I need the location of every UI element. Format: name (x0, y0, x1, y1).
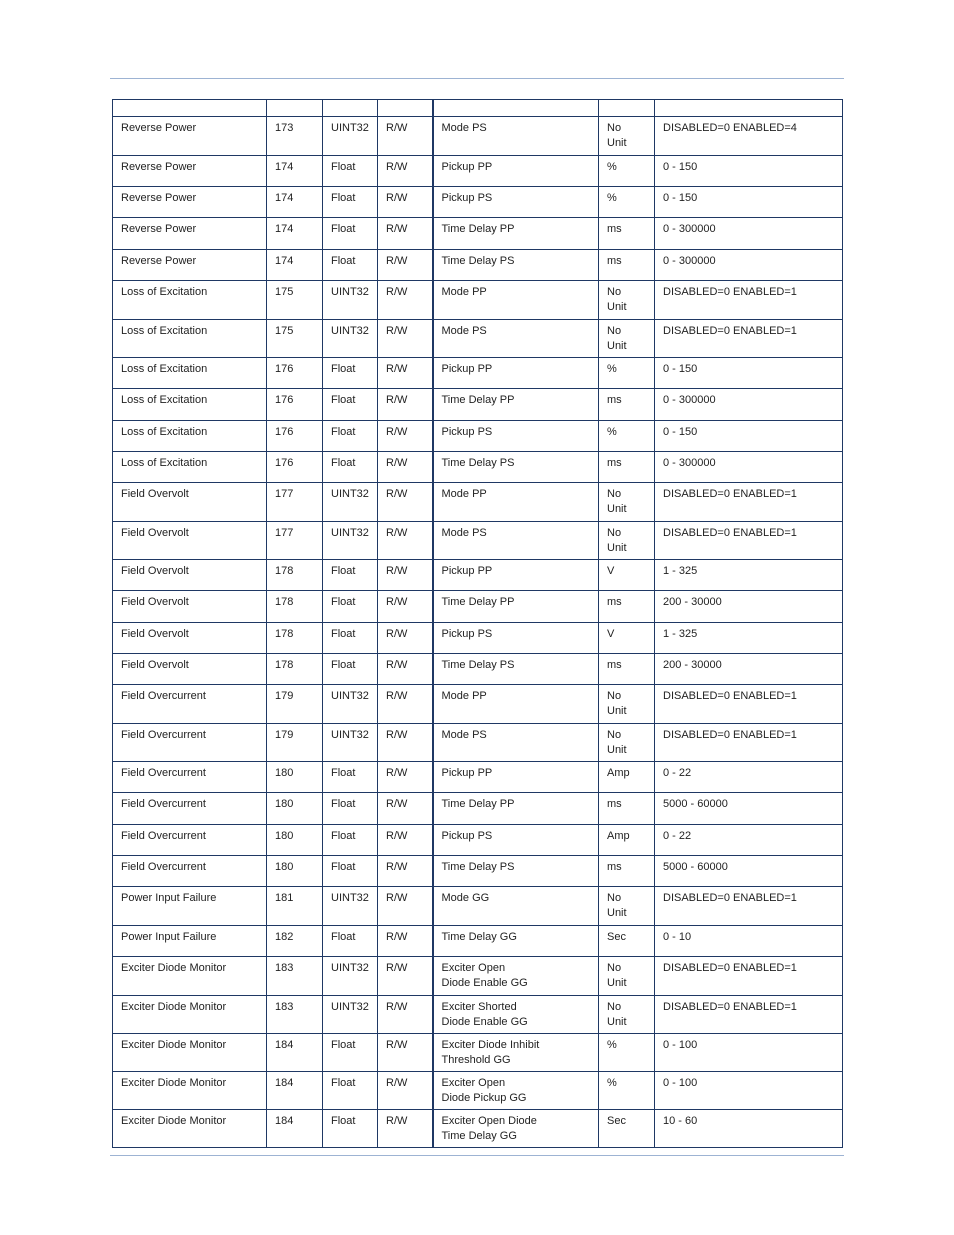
unit-cell: No Unit (599, 320, 655, 358)
register-cell: 183 (267, 996, 323, 1034)
access-cell: R/W (378, 887, 433, 926)
function-cell: Loss of Excitation (113, 421, 267, 452)
unit-cell: Amp (599, 762, 655, 793)
type-cell: Float (323, 623, 378, 654)
table-header-row (113, 100, 843, 117)
range-cell: DISABLED=0 ENABLED=1 (655, 483, 843, 522)
unit-cell: No Unit (599, 887, 655, 926)
header-cell (378, 100, 433, 117)
access-cell: R/W (378, 452, 433, 483)
range-cell: 0 - 150 (655, 156, 843, 187)
register-cell: 177 (267, 483, 323, 522)
register-cell: 176 (267, 421, 323, 452)
type-cell: Float (323, 926, 378, 957)
function-cell: Field Overcurrent (113, 793, 267, 825)
unit-cell: ms (599, 856, 655, 887)
function-cell: Reverse Power (113, 117, 267, 156)
type-cell: Float (323, 156, 378, 187)
table-row (113, 654, 843, 685)
range-cell: DISABLED=0 ENABLED=1 (655, 522, 843, 560)
access-cell: R/W (378, 250, 433, 281)
parameter-cell: Time Delay PS (433, 654, 599, 685)
access-cell: R/W (378, 654, 433, 685)
type-cell: UINT32 (323, 957, 378, 996)
function-cell: Field Overcurrent (113, 762, 267, 793)
unit-cell: No Unit (599, 724, 655, 762)
table-row (113, 522, 843, 560)
access-cell: R/W (378, 522, 433, 560)
range-cell: 0 - 300000 (655, 452, 843, 483)
range-cell: DISABLED=0 ENABLED=1 (655, 957, 843, 996)
parameter-cell: Pickup PP (433, 156, 599, 187)
function-cell: Field Overvolt (113, 623, 267, 654)
register-cell: 175 (267, 281, 323, 320)
unit-cell: ms (599, 793, 655, 825)
access-cell: R/W (378, 156, 433, 187)
register-table (112, 99, 843, 1148)
parameter-cell: Pickup PP (433, 358, 599, 389)
header-cell (113, 100, 267, 117)
function-cell: Exciter Diode Monitor (113, 996, 267, 1034)
function-cell: Power Input Failure (113, 926, 267, 957)
table-row (113, 218, 843, 250)
access-cell: R/W (378, 926, 433, 957)
type-cell: UINT32 (323, 685, 378, 724)
access-cell: R/W (378, 320, 433, 358)
range-cell: 200 - 30000 (655, 654, 843, 685)
table-row (113, 483, 843, 522)
register-cell: 179 (267, 724, 323, 762)
type-cell: Float (323, 1110, 378, 1148)
parameter-cell: Mode PS (433, 522, 599, 560)
table-row (113, 793, 843, 825)
parameter-cell: Time Delay PS (433, 452, 599, 483)
function-cell: Power Input Failure (113, 887, 267, 926)
parameter-cell: Time Delay PP (433, 218, 599, 250)
type-cell: Float (323, 1072, 378, 1110)
range-cell: 0 - 22 (655, 825, 843, 856)
parameter-cell: Mode PS (433, 724, 599, 762)
register-cell: 174 (267, 156, 323, 187)
access-cell: R/W (378, 591, 433, 623)
range-cell: 0 - 10 (655, 926, 843, 957)
header-cell (433, 100, 599, 117)
table-row (113, 250, 843, 281)
table-row (113, 281, 843, 320)
register-cell: 176 (267, 452, 323, 483)
unit-cell: % (599, 1072, 655, 1110)
type-cell: Float (323, 452, 378, 483)
parameter-cell: Time Delay PP (433, 793, 599, 825)
function-cell: Exciter Diode Monitor (113, 1034, 267, 1072)
register-cell: 178 (267, 654, 323, 685)
parameter-cell: Time Delay GG (433, 926, 599, 957)
unit-cell: No Unit (599, 117, 655, 156)
parameter-cell: Exciter Open Diode Time Delay GG (433, 1110, 599, 1148)
type-cell: Float (323, 591, 378, 623)
register-cell: 179 (267, 685, 323, 724)
register-cell: 174 (267, 187, 323, 218)
range-cell: DISABLED=0 ENABLED=1 (655, 996, 843, 1034)
parameter-cell: Time Delay PP (433, 389, 599, 421)
register-cell: 176 (267, 389, 323, 421)
function-cell: Field Overcurrent (113, 724, 267, 762)
unit-cell: Sec (599, 926, 655, 957)
parameter-cell: Exciter Open Diode Enable GG (433, 957, 599, 996)
unit-cell: No Unit (599, 281, 655, 320)
parameter-cell: Pickup PS (433, 421, 599, 452)
access-cell: R/W (378, 389, 433, 421)
parameter-cell: Exciter Diode Inhibit Threshold GG (433, 1034, 599, 1072)
range-cell: 0 - 300000 (655, 389, 843, 421)
access-cell: R/W (378, 281, 433, 320)
range-cell: 0 - 150 (655, 421, 843, 452)
function-cell: Field Overcurrent (113, 856, 267, 887)
unit-cell: ms (599, 389, 655, 421)
table-row (113, 320, 843, 358)
table-row (113, 685, 843, 724)
access-cell: R/W (378, 358, 433, 389)
type-cell: Float (323, 1034, 378, 1072)
range-cell: 0 - 300000 (655, 218, 843, 250)
range-cell: 0 - 150 (655, 358, 843, 389)
register-cell: 178 (267, 560, 323, 591)
access-cell: R/W (378, 187, 433, 218)
unit-cell: ms (599, 591, 655, 623)
register-cell: 183 (267, 957, 323, 996)
access-cell: R/W (378, 117, 433, 156)
register-cell: 181 (267, 887, 323, 926)
access-cell: R/W (378, 957, 433, 996)
type-cell: Float (323, 187, 378, 218)
range-cell: DISABLED=0 ENABLED=1 (655, 724, 843, 762)
access-cell: R/W (378, 623, 433, 654)
function-cell: Field Overcurrent (113, 685, 267, 724)
table-row (113, 623, 843, 654)
footer-rule (110, 1155, 844, 1156)
type-cell: Float (323, 421, 378, 452)
function-cell: Field Overvolt (113, 560, 267, 591)
header-cell (599, 100, 655, 117)
unit-cell: % (599, 156, 655, 187)
function-cell: Field Overcurrent (113, 825, 267, 856)
table-row (113, 856, 843, 887)
access-cell: R/W (378, 685, 433, 724)
table-row (113, 591, 843, 623)
unit-cell: V (599, 623, 655, 654)
range-cell: 1 - 325 (655, 623, 843, 654)
type-cell: UINT32 (323, 320, 378, 358)
range-cell: DISABLED=0 ENABLED=1 (655, 685, 843, 724)
unit-cell: ms (599, 218, 655, 250)
table-row (113, 926, 843, 957)
unit-cell: % (599, 187, 655, 218)
function-cell: Loss of Excitation (113, 358, 267, 389)
unit-cell: ms (599, 654, 655, 685)
unit-cell: % (599, 1034, 655, 1072)
function-cell: Field Overvolt (113, 522, 267, 560)
unit-cell: % (599, 421, 655, 452)
unit-cell: No Unit (599, 483, 655, 522)
function-cell: Loss of Excitation (113, 281, 267, 320)
unit-cell: No Unit (599, 685, 655, 724)
header-cell (267, 100, 323, 117)
register-cell: 178 (267, 623, 323, 654)
table-row (113, 358, 843, 389)
range-cell: DISABLED=0 ENABLED=1 (655, 887, 843, 926)
access-cell: R/W (378, 1110, 433, 1148)
access-cell: R/W (378, 996, 433, 1034)
header-cell (323, 100, 378, 117)
register-cell: 174 (267, 250, 323, 281)
function-cell: Reverse Power (113, 218, 267, 250)
range-cell: 0 - 150 (655, 187, 843, 218)
range-cell: 200 - 30000 (655, 591, 843, 623)
function-cell: Exciter Diode Monitor (113, 957, 267, 996)
type-cell: Float (323, 389, 378, 421)
type-cell: Float (323, 856, 378, 887)
register-cell: 184 (267, 1034, 323, 1072)
function-cell: Field Overvolt (113, 654, 267, 685)
register-cell: 184 (267, 1072, 323, 1110)
type-cell: UINT32 (323, 996, 378, 1034)
table-row (113, 724, 843, 762)
register-cell: 182 (267, 926, 323, 957)
unit-cell: Sec (599, 1110, 655, 1148)
table-row (113, 1034, 843, 1072)
parameter-cell: Mode PS (433, 320, 599, 358)
function-cell: Exciter Diode Monitor (113, 1072, 267, 1110)
parameter-cell: Mode GG (433, 887, 599, 926)
access-cell: R/W (378, 724, 433, 762)
range-cell: 0 - 100 (655, 1034, 843, 1072)
function-cell: Loss of Excitation (113, 389, 267, 421)
function-cell: Reverse Power (113, 250, 267, 281)
parameter-cell: Exciter Shorted Diode Enable GG (433, 996, 599, 1034)
table-row (113, 421, 843, 452)
type-cell: Float (323, 250, 378, 281)
range-cell: DISABLED=0 ENABLED=4 (655, 117, 843, 156)
table-row (113, 156, 843, 187)
function-cell: Loss of Excitation (113, 452, 267, 483)
register-cell: 180 (267, 825, 323, 856)
parameter-cell: Pickup PS (433, 623, 599, 654)
type-cell: Float (323, 560, 378, 591)
function-cell: Loss of Excitation (113, 320, 267, 358)
type-cell: UINT32 (323, 724, 378, 762)
access-cell: R/W (378, 1072, 433, 1110)
type-cell: Float (323, 358, 378, 389)
parameter-cell: Pickup PS (433, 825, 599, 856)
table-row (113, 560, 843, 591)
table-row (113, 762, 843, 793)
parameter-cell: Mode PP (433, 483, 599, 522)
table-row (113, 957, 843, 996)
register-cell: 184 (267, 1110, 323, 1148)
range-cell: 10 - 60 (655, 1110, 843, 1148)
type-cell: UINT32 (323, 483, 378, 522)
register-cell: 177 (267, 522, 323, 560)
unit-cell: ms (599, 250, 655, 281)
register-cell: 173 (267, 117, 323, 156)
table-row (113, 887, 843, 926)
parameter-cell: Pickup PP (433, 560, 599, 591)
register-cell: 178 (267, 591, 323, 623)
table-row (113, 996, 843, 1034)
table-row (113, 1110, 843, 1148)
register-cell: 176 (267, 358, 323, 389)
register-cell: 175 (267, 320, 323, 358)
type-cell: UINT32 (323, 522, 378, 560)
type-cell: UINT32 (323, 281, 378, 320)
table-row (113, 187, 843, 218)
parameter-cell: Mode PS (433, 117, 599, 156)
table-row (113, 389, 843, 421)
register-cell: 180 (267, 762, 323, 793)
type-cell: Float (323, 793, 378, 825)
range-cell: 5000 - 60000 (655, 793, 843, 825)
unit-cell: % (599, 358, 655, 389)
range-cell: 0 - 22 (655, 762, 843, 793)
range-cell: 1 - 325 (655, 560, 843, 591)
parameter-cell: Time Delay PP (433, 591, 599, 623)
access-cell: R/W (378, 856, 433, 887)
parameter-cell: Pickup PS (433, 187, 599, 218)
header-rule (110, 78, 844, 79)
function-cell: Reverse Power (113, 187, 267, 218)
range-cell: 0 - 100 (655, 1072, 843, 1110)
access-cell: R/W (378, 560, 433, 591)
table-row (113, 452, 843, 483)
function-cell: Field Overvolt (113, 483, 267, 522)
access-cell: R/W (378, 421, 433, 452)
unit-cell: Amp (599, 825, 655, 856)
table-row (113, 825, 843, 856)
range-cell: 5000 - 60000 (655, 856, 843, 887)
parameter-cell: Time Delay PS (433, 856, 599, 887)
parameter-cell: Mode PP (433, 685, 599, 724)
function-cell: Exciter Diode Monitor (113, 1110, 267, 1148)
header-cell (655, 100, 843, 117)
range-cell: 0 - 300000 (655, 250, 843, 281)
parameter-cell: Time Delay PS (433, 250, 599, 281)
register-cell: 180 (267, 856, 323, 887)
access-cell: R/W (378, 793, 433, 825)
function-cell: Field Overvolt (113, 591, 267, 623)
access-cell: R/W (378, 218, 433, 250)
register-cell: 174 (267, 218, 323, 250)
type-cell: Float (323, 825, 378, 856)
unit-cell: No Unit (599, 996, 655, 1034)
range-cell: DISABLED=0 ENABLED=1 (655, 320, 843, 358)
unit-cell: No Unit (599, 957, 655, 996)
parameter-cell: Mode PP (433, 281, 599, 320)
table-row (113, 1072, 843, 1110)
unit-cell: V (599, 560, 655, 591)
table-row (113, 117, 843, 156)
access-cell: R/W (378, 825, 433, 856)
unit-cell: ms (599, 452, 655, 483)
register-cell: 180 (267, 793, 323, 825)
function-cell: Reverse Power (113, 156, 267, 187)
parameter-cell: Pickup PP (433, 762, 599, 793)
access-cell: R/W (378, 762, 433, 793)
type-cell: Float (323, 762, 378, 793)
type-cell: Float (323, 654, 378, 685)
type-cell: UINT32 (323, 117, 378, 156)
access-cell: R/W (378, 483, 433, 522)
range-cell: DISABLED=0 ENABLED=1 (655, 281, 843, 320)
type-cell: Float (323, 218, 378, 250)
parameter-cell: Exciter Open Diode Pickup GG (433, 1072, 599, 1110)
type-cell: UINT32 (323, 887, 378, 926)
unit-cell: No Unit (599, 522, 655, 560)
access-cell: R/W (378, 1034, 433, 1072)
